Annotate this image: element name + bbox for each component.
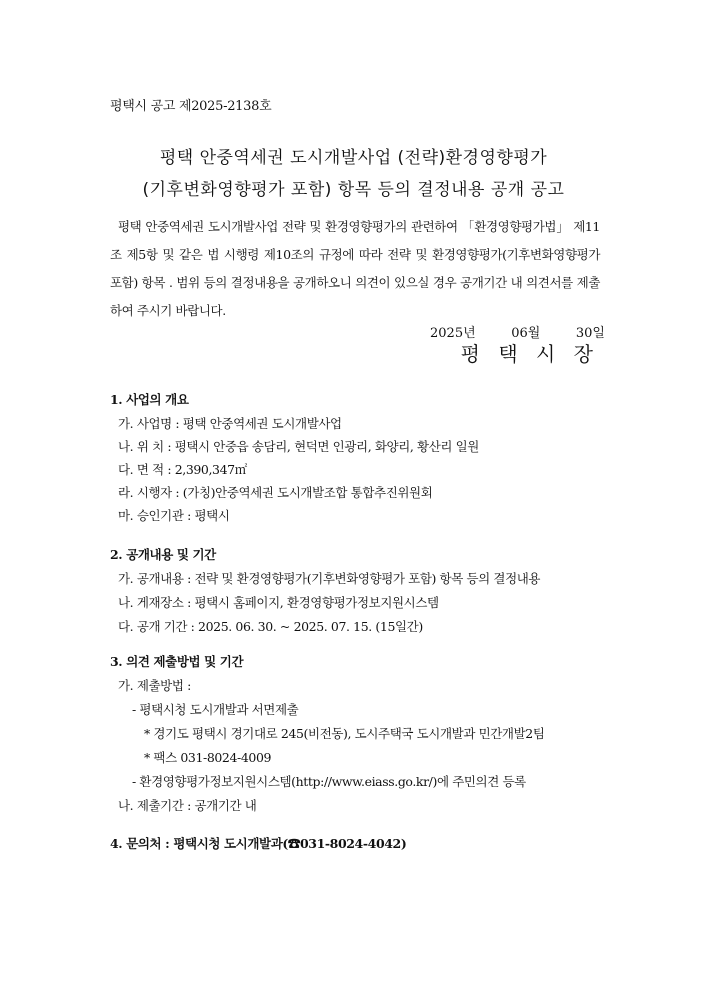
section-disclosure [110,543,610,639]
section-project-overview [110,388,610,527]
submission-method-label: 가. 제출방법 : [118,678,191,693]
submission-address: * 경기도 평택시 경기대로 245(비전동), 도시주택국 도시개발과 민간개발2팀 [144,726,545,741]
date-month: 06월 [511,326,541,341]
section-1-heading: 1. 사업의 개요 [110,392,189,407]
notice-body: 평택 안중역세권 도시개발사업 전략 및 환경영향평가의 관련하여 「환경영향평가법」 제11조 제5항 및 같은 법 시행령 제10조의 규정에 따라 전략 및 환경영향평가(기후변화영향평가 포함) 항목 ․ 범위 등의 결정내용을 공개하오니 의견이 있으실 경우 공개기간 내 의견서를 제출하여 주시기 바랍니다. [110,219,600,318]
date-day: 30일 [575,326,605,341]
section-3-heading: 3. 의견 제출방법 및 기간 [110,654,244,669]
section-contact [110,832,610,856]
title-line-2: (기후변화영향평가 포함) 항목 등의 결정내용 공개 공고 [142,180,565,200]
issuer-name: 평 택 시 장 [460,342,599,366]
section-4-heading: 4. 문의처 : 평택시청 도시개발과(☎031-8024-4042) [110,836,407,851]
disclosure-content-item: 가. 공개내용 : 전략 및 환경영향평가(기후변화영향평가 포함) 항목 등의 결정내용 [118,571,541,586]
notice-number: 평택시 공고 제2025-2138호 [110,99,272,114]
project-operator-item: 라. 시행자 : (가칭)안중역세권 도시개발조합 통합추진위원회 [118,485,433,500]
submission-online: - 환경영향평가정보지원시스템(http://www.eiass.go.kr/)에 주민의견 등록 [132,774,526,789]
submission-fax: * 팩스 031-8024-4009 [144,750,272,765]
disclosure-period-item: 다. 공개 기간 : 2025. 06. 30. ~ 2025. 07. 15. (15일간) [118,619,423,634]
section-opinion-submission [110,650,610,818]
project-area-item: 다. 면 적 : 2,390,347㎡ [118,462,247,477]
submission-method-written: - 평택시청 도시개발과 서면제출 [132,702,299,717]
project-name-item: 가. 사업명 : 평택 안중역세권 도시개발사업 [118,416,342,431]
date-year: 2025년 [430,326,476,341]
project-location-item: 나. 위 치 : 평택시 안중읍 송담리, 현덕면 인광리, 화양리, 황산리 일원 [118,439,479,454]
title-line-1: 평택 안중역세권 도시개발사업 (전략)환경영향평가 [159,148,548,168]
section-2-heading: 2. 공개내용 및 기간 [110,547,216,562]
disclosure-place-item: 나. 게재장소 : 평택시 홈페이지, 환경영향평가정보지원시스템 [118,595,439,610]
approval-authority-item: 마. 승인기관 : 평택시 [118,508,230,523]
submission-period: 나. 제출기간 : 공개기간 내 [118,798,257,813]
